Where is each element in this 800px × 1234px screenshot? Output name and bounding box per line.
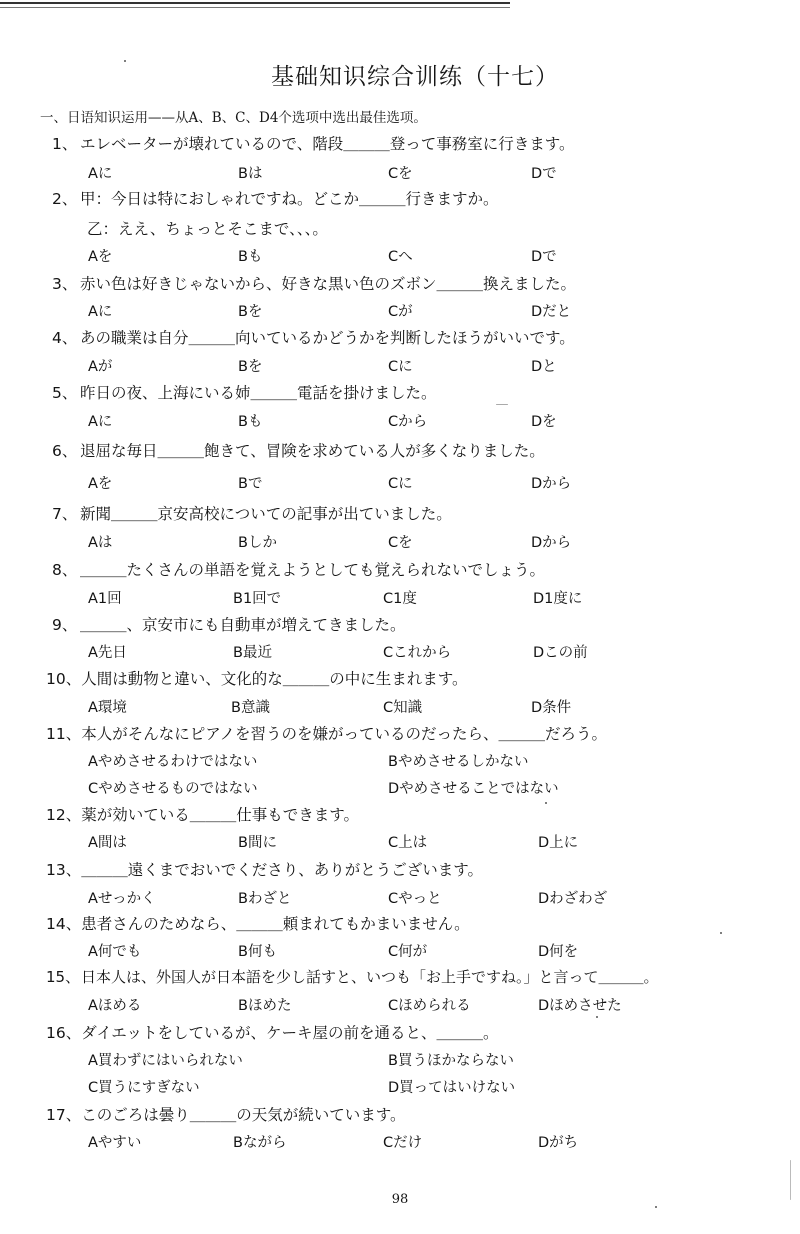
question-number: 5、 [52, 384, 78, 402]
option-a: Aやめさせるわけではない [88, 754, 258, 770]
option-d: Dほめさせた [538, 998, 622, 1014]
option-b: Bほめた [238, 998, 292, 1014]
option-c: Cやっと [388, 891, 442, 907]
option-b: Bで [238, 476, 263, 492]
question-stem [52, 381, 437, 403]
option-d: Dがち [538, 1135, 579, 1151]
option-a: A何でも [88, 944, 142, 960]
option-a: Aを [88, 249, 113, 265]
question-stem [52, 502, 452, 524]
option-c: Cに [388, 476, 413, 492]
option-a: Aが [88, 359, 113, 375]
question-stem [52, 439, 545, 461]
option-b: Bわざと [238, 891, 292, 907]
question-stem [46, 722, 607, 744]
question-text: 退屈な毎日＿＿＿飽きて、冒険を求めている人が多くなりました。 [80, 442, 545, 460]
question-number: 17、 [46, 1106, 82, 1124]
question-text: このごろは曇り＿＿＿の天気が続いています。 [81, 1106, 406, 1124]
question-stem [52, 187, 499, 209]
scan-speck [596, 1016, 598, 1018]
question-number: 8、 [52, 561, 78, 579]
option-d: Dから [531, 535, 572, 551]
scan-speck [124, 60, 126, 62]
option-c: C知識 [383, 700, 423, 716]
question-stem [52, 272, 576, 294]
question-number: 13、 [46, 861, 82, 879]
question-stem [46, 1021, 499, 1043]
option-c: C何が [388, 944, 428, 960]
option-d: D1度に [533, 591, 583, 607]
question-number: 7、 [52, 505, 78, 523]
question-number: 9、 [52, 616, 78, 634]
option-a: Aに [88, 166, 113, 182]
option-b: B最近 [233, 645, 272, 661]
option-a: A1回 [88, 591, 122, 607]
question-stem [52, 326, 575, 348]
option-d: D上に [538, 835, 579, 851]
question-text: 薬が効いている＿＿＿仕事もできます。 [81, 806, 359, 824]
question-number: 11、 [46, 725, 82, 743]
option-d: Dだと [531, 304, 572, 320]
option-b: B意識 [231, 700, 270, 716]
question-number: 12、 [46, 806, 82, 824]
option-d: Dで [531, 249, 557, 265]
option-c: Cだけ [383, 1135, 423, 1151]
option-b: Bも [238, 414, 263, 430]
question-text: 昨日の夜、上海にいる姉＿＿＿電話を掛けました。 [80, 384, 437, 402]
option-c: Cが [388, 304, 413, 320]
question-number: 3、 [52, 275, 78, 293]
option-d: Dわざわざ [538, 891, 608, 907]
option-c: C買うにすぎない [88, 1080, 200, 1096]
question-number: 2、 [52, 190, 78, 208]
option-c: Cを [388, 535, 413, 551]
option-a: Aを [88, 476, 113, 492]
option-b: B1回で [233, 591, 282, 607]
option-a: Aに [88, 304, 113, 320]
option-a: A買わずにはいられない [88, 1053, 243, 1069]
option-c: Cこれから [383, 645, 452, 661]
option-b: B何も [238, 944, 277, 960]
option-d: D何を [538, 944, 579, 960]
option-b: Bを [238, 304, 263, 320]
question-text: 人間は動物と違い、文化的な＿＿＿の中に生まれます。 [81, 670, 468, 688]
option-d: D条件 [531, 700, 572, 716]
section-instruction: 一、日语知识运用——从A、B、C、D4个选项中选出最佳选项。 [40, 110, 427, 126]
question-text: ＿＿＿遠くまでおいでくださり、ありがとうございます。 [81, 861, 483, 879]
option-c: Cへ [388, 249, 413, 265]
question-stem [52, 132, 574, 154]
option-d: Dと [531, 359, 557, 375]
option-b: Bは [238, 166, 263, 182]
question-stem [46, 803, 359, 825]
question-number: 15、 [46, 968, 81, 986]
option-d: Dやめさせることではない [388, 781, 559, 797]
question-text: 本人がそんなにピアノを習うのを嫌がっているのだったら、＿＿＿だろう。 [81, 725, 607, 743]
option-a: Aせっかく [88, 891, 156, 907]
option-b: B間に [238, 835, 277, 851]
option-d: Dから [531, 476, 572, 492]
question-number: 16、 [46, 1024, 82, 1042]
question-number: 4、 [52, 329, 78, 347]
option-b: Bやめさせるしかない [388, 754, 529, 770]
option-c: Cから [388, 414, 428, 430]
scan-edge-mark [790, 1160, 791, 1200]
scan-speck [720, 932, 722, 934]
option-d: D買ってはいけない [388, 1080, 516, 1096]
option-c: C上は [388, 835, 428, 851]
option-c: Cに [388, 359, 413, 375]
question-stem [46, 912, 470, 934]
option-d: Dこの前 [533, 645, 588, 661]
option-c: Cを [388, 166, 413, 182]
question-dialogue-line: 乙：ええ、ちょっとそこまで、、、。 [87, 220, 328, 238]
page-title: 基础知识综合训练（十七） [271, 64, 559, 90]
question-text: あの職業は自分＿＿＿向いているかどうかを判断したほうがいいです。 [80, 329, 575, 347]
scan-speck [545, 802, 547, 804]
question-number: 6、 [52, 442, 78, 460]
question-stem [46, 1103, 406, 1125]
option-d: Dを [531, 414, 557, 430]
option-a: Aは [88, 535, 113, 551]
question-stem [46, 858, 483, 880]
option-a: A環境 [88, 700, 127, 716]
question-text: 日本人は、外国人が日本語を少し話すと、いつも「お上手ですね。」と言って＿＿＿。 [81, 968, 659, 986]
scan-speck [496, 404, 508, 405]
question-text: ダイエットをしているが、ケーキ屋の前を通ると、＿＿＿。 [81, 1024, 499, 1042]
option-b: B買うほかならない [388, 1053, 514, 1069]
question-number: 1、 [52, 135, 78, 153]
question-text: ＿＿＿たくさんの単語を覚えようとしても覚えられないでしょう。 [80, 561, 546, 579]
option-b: Bしか [238, 535, 277, 551]
question-stem [46, 667, 468, 689]
question-text: 甲：今日は特におしゃれですね。どこか＿＿＿行きますか。 [80, 190, 499, 208]
option-a: Aほめる [88, 998, 142, 1014]
question-stem [52, 613, 406, 635]
option-a: Aに [88, 414, 113, 430]
option-a: A間は [88, 835, 127, 851]
page-number: 98 [391, 1192, 409, 1207]
option-d: Dで [531, 166, 557, 182]
question-text: 新聞＿＿＿京安高校についての記事が出ていました。 [80, 505, 452, 523]
option-a: Aやすい [88, 1135, 142, 1151]
option-b: Bも [238, 249, 263, 265]
question-text: 赤い色は好きじゃないから、好きな黒い色のズボン＿＿＿換えました。 [80, 275, 577, 293]
question-stem [52, 558, 545, 580]
question-text: エレベーターが壊れているので、階段＿＿＿登って事務室に行きます。 [80, 135, 575, 153]
question-text: 患者さんのためなら、＿＿＿頼まれてもかまいません。 [81, 915, 470, 933]
scan-speck [655, 1206, 657, 1208]
question-text: ＿＿＿、京安市にも自動車が増えてきました。 [80, 616, 406, 634]
question-number: 14、 [46, 915, 82, 933]
option-b: Bを [238, 359, 263, 375]
option-b: Bながら [233, 1135, 287, 1151]
option-c: Cほめられる [388, 998, 471, 1014]
question-number: 10、 [46, 670, 82, 688]
question-stem [46, 966, 659, 987]
option-a: A先日 [88, 645, 127, 661]
option-c: C1度 [383, 591, 417, 607]
option-c: Cやめさせるものではない [88, 781, 258, 797]
